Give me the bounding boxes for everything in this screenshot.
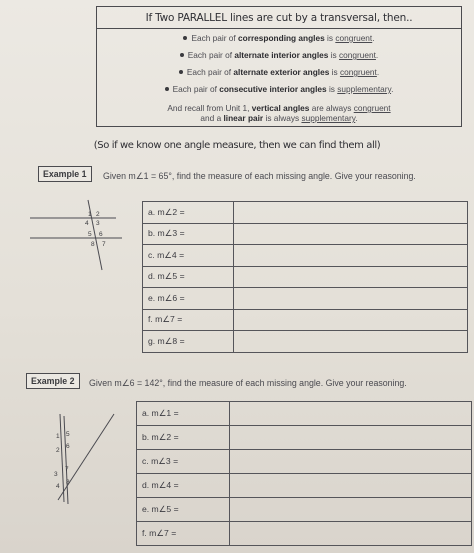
angle-label: 4 — [56, 483, 60, 490]
rule-corresponding — [97, 33, 461, 43]
example1-answer-table — [142, 201, 468, 353]
rule-term: corresponding angles — [238, 33, 325, 43]
recall-linear-pair — [97, 113, 461, 123]
question-cell: g. m∠8 = — [143, 331, 234, 353]
angle-label: 7 — [102, 241, 106, 248]
rule-answer: congruent — [335, 33, 373, 43]
angle-label: 3 — [54, 471, 58, 478]
rule-term: consecutive interior angles — [219, 84, 327, 94]
rule-text: Each pair of — [186, 67, 234, 77]
angle-label: 8 — [66, 479, 70, 486]
answer-cell[interactable] — [234, 266, 468, 288]
transversal-line — [58, 414, 114, 500]
answer-cell[interactable] — [234, 223, 468, 245]
rule-term: alternate interior angles — [234, 50, 329, 60]
bullet-icon — [165, 87, 169, 91]
bullet-icon — [179, 70, 183, 74]
rule-text: Each pair of — [172, 84, 220, 94]
answer-cell[interactable] — [230, 474, 472, 498]
table-row — [137, 522, 472, 546]
angle-label: 8 — [91, 241, 95, 248]
rule-text: is always — [263, 113, 302, 123]
question-cell: a. m∠1 = — [137, 402, 230, 426]
angle-label: 5 — [88, 231, 92, 238]
example2-figure — [26, 408, 126, 508]
angle-label: 2 — [56, 447, 60, 454]
rule-text: And recall from Unit 1, — [167, 103, 252, 113]
angle-label: 3 — [96, 220, 100, 227]
rule-consecutive-interior — [97, 84, 461, 94]
rule-alt-exterior — [97, 67, 461, 77]
rule-text: Each pair of — [187, 50, 235, 60]
question-cell: b. m∠3 = — [143, 223, 234, 245]
rule-answer: supplementary — [337, 84, 392, 94]
bullet-icon — [183, 36, 187, 40]
answer-cell[interactable] — [230, 522, 472, 546]
rule-answer: congruent — [339, 50, 376, 60]
rule-text: . — [391, 84, 394, 94]
angle-label: 6 — [66, 443, 70, 450]
rule-text: Each pair of — [191, 33, 239, 43]
table-row — [143, 266, 468, 288]
answer-cell[interactable] — [234, 288, 468, 310]
rule-term: vertical angles — [251, 103, 310, 113]
angle-label: 1 — [88, 211, 92, 218]
answer-cell[interactable] — [230, 498, 472, 522]
answer-cell[interactable] — [234, 331, 468, 353]
rule-answer: congruent — [353, 103, 391, 113]
rule-text: and a — [200, 113, 224, 123]
angle-label: 5 — [66, 431, 70, 438]
example2-prompt: Given m∠6 = 142°, find the measure of each missing angle. Give your reasoning. — [89, 378, 407, 388]
rule-alt-interior — [97, 50, 461, 60]
rule-text: . — [372, 33, 375, 43]
table-row — [143, 202, 468, 224]
rule-text: is — [329, 67, 340, 77]
table-row — [143, 223, 468, 245]
table-row — [137, 402, 472, 426]
rule-text: is — [326, 84, 338, 94]
answer-cell[interactable] — [230, 402, 472, 426]
answer-cell[interactable] — [230, 426, 472, 450]
table-row — [143, 288, 468, 310]
rule-answer: congruent — [339, 67, 377, 77]
handwritten-note: (So if we know one angle measure, then we can find them all) — [93, 140, 381, 151]
rule-term: linear pair — [223, 113, 264, 123]
answer-cell[interactable] — [234, 202, 468, 224]
table-row — [137, 450, 472, 474]
table-row — [137, 498, 472, 522]
rule-text: . — [355, 113, 358, 123]
theorem-box — [96, 6, 462, 127]
rule-text: are always — [309, 103, 354, 113]
question-cell: d. m∠5 = — [143, 266, 234, 288]
angle-label: 1 — [56, 433, 60, 440]
question-cell: f. m∠7 = — [143, 309, 234, 331]
example1-figure — [28, 198, 128, 276]
rule-term: alternate exterior angles — [233, 67, 330, 77]
question-cell: a. m∠2 = — [143, 202, 234, 224]
question-cell: f. m∠7 = — [137, 522, 230, 546]
table-row — [143, 309, 468, 331]
answer-cell[interactable] — [234, 309, 468, 331]
question-cell: e. m∠6 = — [143, 288, 234, 310]
example2-answer-table — [136, 401, 472, 546]
rule-answer: supplementary — [301, 113, 356, 123]
angle-label: 6 — [99, 231, 103, 238]
parallel-line-left — [64, 416, 68, 504]
table-row — [143, 245, 468, 267]
parallel-line-right — [60, 414, 64, 502]
bullet-icon — [180, 53, 184, 57]
question-cell: b. m∠2 = — [137, 426, 230, 450]
rule-text: is — [328, 50, 340, 60]
example1-label: Example 1 — [38, 166, 92, 182]
question-cell: c. m∠3 = — [137, 450, 230, 474]
rule-text: . — [375, 50, 379, 60]
question-cell: c. m∠4 = — [143, 245, 234, 267]
answer-cell[interactable] — [234, 245, 468, 267]
table-row — [143, 331, 468, 353]
table-row — [137, 474, 472, 498]
rule-text: . — [376, 67, 380, 77]
angle-label: 7 — [65, 466, 69, 473]
rule-text: is — [324, 33, 336, 43]
question-cell: e. m∠5 = — [137, 498, 230, 522]
example1-prompt: Given m∠1 = 65°, find the measure of each missing angle. Give your reasoning. — [103, 171, 416, 181]
angle-label: 4 — [85, 220, 89, 227]
example2-label: Example 2 — [26, 373, 80, 389]
answer-cell[interactable] — [230, 450, 472, 474]
angle-label: 2 — [96, 211, 100, 218]
recall-vertical — [97, 103, 461, 113]
question-cell: d. m∠4 = — [137, 474, 230, 498]
table-row — [137, 426, 472, 450]
theorem-heading: If Two PARALLEL lines are cut by a transversal, then.. — [97, 7, 461, 29]
